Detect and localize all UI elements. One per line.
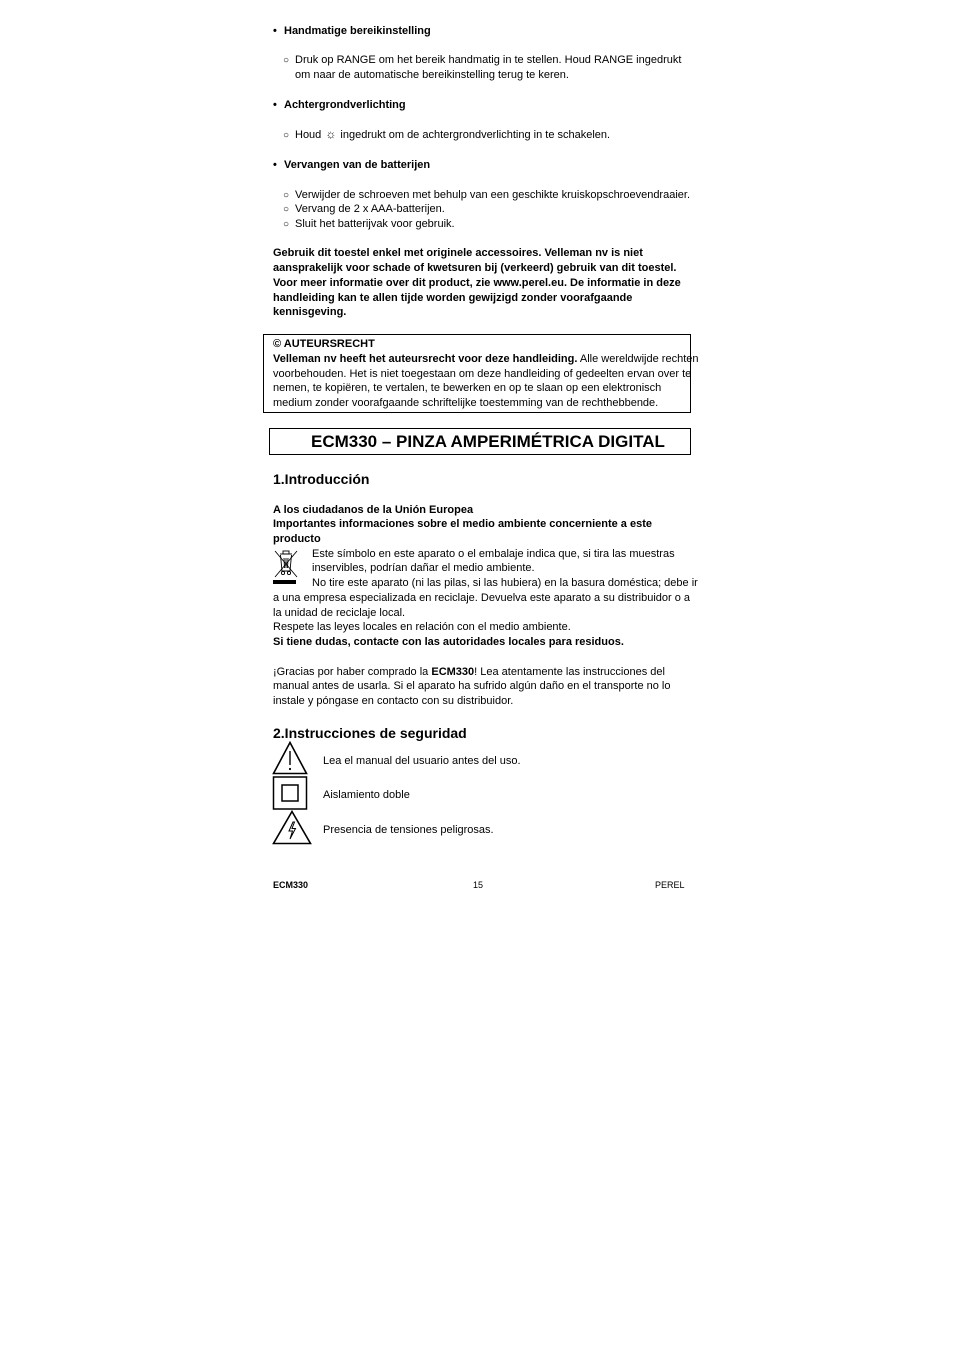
battery-item: ○ Verwijder de schroeven met behulp van een geschikte kruiskopschroevendraaier. (295, 188, 690, 203)
range-text-line-2: om naar de automatische bereikinstelling terug te keren. (295, 69, 569, 81)
notice-line: Voor meer informatie over dit product, zie www.perel.eu. De informatie in deze (273, 277, 681, 289)
copyright-bold: Velleman nv heeft het auteursrecht voor deze handleiding. (273, 353, 578, 365)
thanks-post: ! Lea atentamente las instrucciones del (474, 666, 665, 678)
weee-text-line: Respete las leyes locales en relación con el medio ambiente. (273, 621, 571, 633)
notice-line: handleiding kan te allen tijde worden gewijzigd zonder voorafgaande (273, 292, 633, 304)
safety-item-label: Lea el manual del usuario antes del uso. (323, 755, 521, 767)
backlight-text-post: ingedrukt om de achtergrondverlichting in te schakelen. (340, 129, 611, 141)
thanks-line-1 (273, 665, 665, 680)
eu-heading-line: A los ciudadanos de la Unión Europea (273, 504, 474, 516)
battery-item: ○ Vervang de 2 x AAA-batterijen. (295, 202, 445, 217)
footer-brand: PEREL (655, 880, 685, 890)
copyright-rest: Alle wereldwijde rechten (577, 353, 699, 365)
weee-text-line: inservibles, podrían dañar el medio ambiente. (312, 562, 535, 574)
section-heading-introduccion: 1.Introducción (273, 471, 370, 487)
thanks-line-2: manual antes de usarla. Si el aparato ha sufrido algún daño en el transporte no lo (273, 680, 671, 692)
copyright-line: medium zonder voorafgaande schriftelijke toestemming van de rechthebbende. (273, 397, 659, 409)
thanks-model: ECM330 (431, 666, 475, 678)
notice-line: Gebruik dit toestel enkel met originele accessoires. Velleman nv is niet (273, 247, 643, 259)
eu-heading-line: Importantes informaciones sobre el medio ambiente concerniente a este (273, 518, 653, 530)
title-box (269, 428, 691, 455)
safety-item-label: Aislamiento doble (323, 789, 410, 801)
thanks-pre: ¡Gracias por haber comprado la (273, 666, 432, 678)
section-heading-seguridad: 2.Instrucciones de seguridad (273, 725, 467, 741)
battery-heading: • Vervangen van de batterijen (284, 158, 430, 173)
sun-icon: ☼ (325, 127, 337, 141)
backlight-heading: • Achtergrondverlichting (284, 98, 406, 113)
backlight-text-pre: Houd (295, 129, 322, 141)
thanks-line-3: instale y póngase en contacto con su distribuidor. (273, 695, 514, 707)
backlight-text (295, 128, 610, 143)
safety-item-label: Presencia de tensiones peligrosas. (323, 824, 494, 836)
notice-line: kennisgeving. (273, 306, 347, 318)
copyright-line-1 (273, 352, 699, 367)
footer-page-number: 15 (473, 880, 484, 890)
eu-heading-line: producto (273, 533, 321, 545)
notice-line: aansprakelijk voor schade of kwetsuren bij (verkeerd) gebruik van dit toestel. (273, 262, 677, 274)
weee-text-line: No tire este aparato (ni las pilas, si las hubiera) en la basura doméstica; debe ir (312, 577, 698, 589)
footer-model: ECM330 (273, 880, 309, 890)
copyright-heading: © AUTEURSRECHT (273, 338, 375, 350)
page-title: ECM330 – PINZA AMPERIMÉTRICA DIGITAL (311, 432, 665, 451)
weee-text-line: a una empresa especializada en reciclaje. Devuelva este aparato a su distribuidor o a (273, 592, 691, 604)
weee-bin-icon (272, 547, 300, 587)
range-heading: • Handmatige bereikinstelling (284, 24, 431, 39)
range-text-line-1: ○ Druk op RANGE om het bereik handmatig in te stellen. Houd RANGE ingedrukt (295, 53, 681, 68)
weee-text-line: la unidad de reciclaje local. (273, 607, 406, 619)
high-voltage-icon (272, 810, 312, 845)
warning-triangle-icon (272, 741, 308, 775)
weee-text-line: Si tiene dudas, contacte con las autoridades locales para residuos. (273, 636, 624, 648)
double-insulation-icon (272, 776, 308, 810)
copyright-line: voorbehouden. Het is niet toegestaan om deze handleiding of gedeelten ervan over te (273, 368, 692, 380)
copyright-line: nemen, te kopiëren, te vertalen, te bewerken en op te slaan op een elektronisch (273, 382, 662, 394)
battery-item: ○ Sluit het batterijvak voor gebruik. (295, 217, 455, 232)
weee-text-line: Este símbolo en este aparato o el embalaje indica que, si tira las muestras (312, 548, 675, 560)
